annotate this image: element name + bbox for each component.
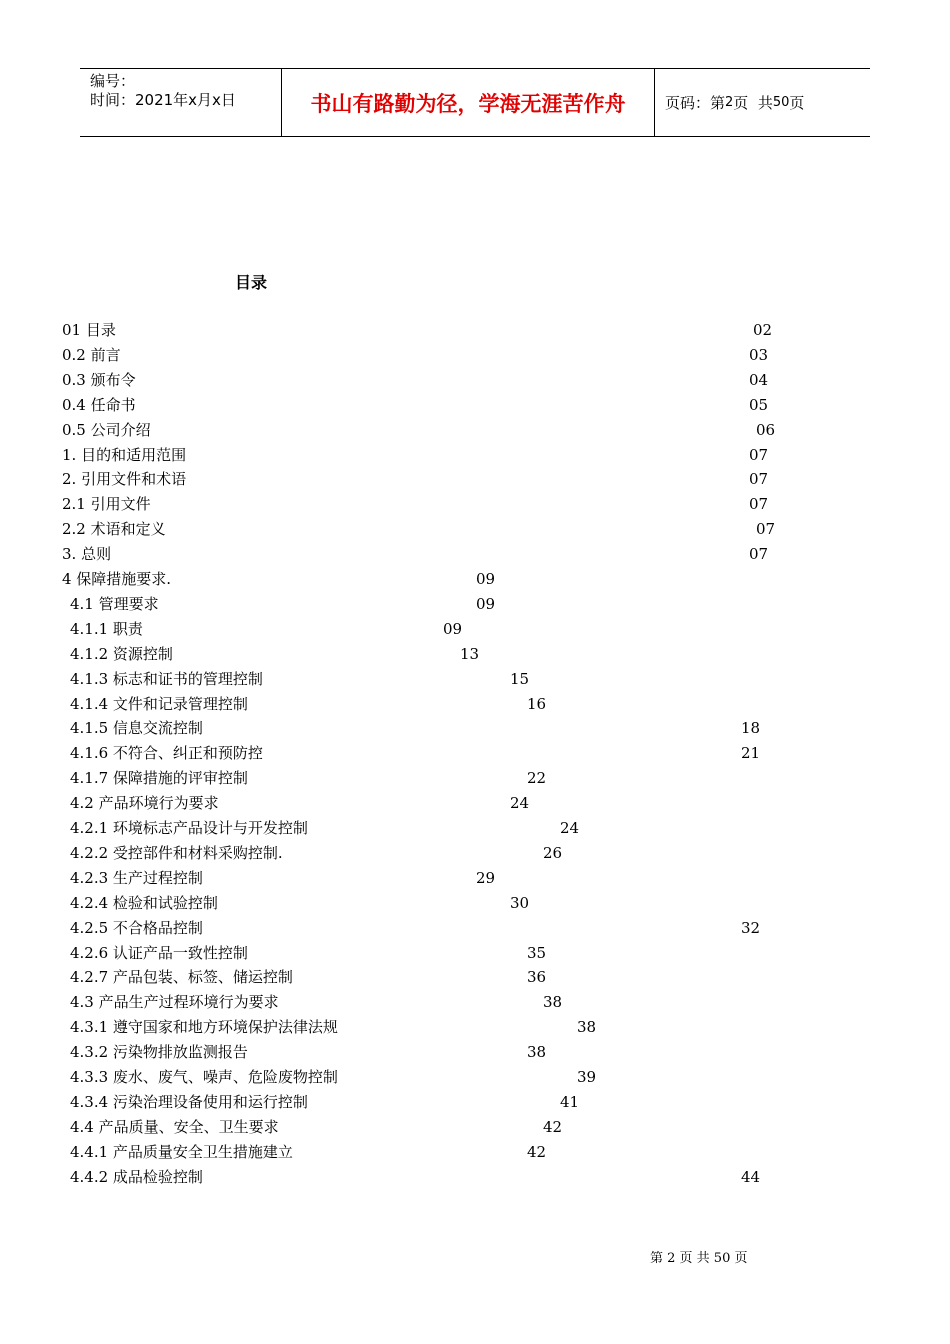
- toc-item-label: 2.1 引用文件: [62, 495, 151, 514]
- toc-item-label: 4.1.2 资源控制: [70, 644, 173, 663]
- toc-item-page: 07: [749, 470, 769, 489]
- toc-item-page: 04: [749, 370, 769, 389]
- toc-item-label: 0.2 前言: [62, 345, 121, 364]
- toc-item-page: 29: [476, 868, 496, 887]
- toc-item-label: 4.1 管理要求: [70, 594, 159, 613]
- toc-item-page: 26: [543, 843, 563, 862]
- toc-item-page: 18: [741, 719, 761, 738]
- toc-item-page: 32: [741, 918, 761, 937]
- toc-item-label: 4.1.5 信息交流控制: [70, 719, 203, 738]
- toc-item-label: 4.4 产品质量、安全、卫生要求: [70, 1117, 279, 1136]
- toc-item-page: 30: [510, 893, 530, 912]
- toc-item-page: 22: [527, 769, 547, 788]
- toc-item-page: 24: [510, 794, 530, 813]
- toc-item-label: 4.1.6 不符合、纠正和预防控: [70, 744, 263, 763]
- toc-item-label: 0.3 颁布令: [62, 370, 136, 389]
- toc-item-page: 07: [749, 545, 769, 564]
- toc-item-page: 21: [741, 744, 761, 763]
- toc-item-page: 07: [756, 520, 776, 539]
- toc-item-page: 09: [476, 570, 496, 588]
- toc-item-label: 4.2.6 认证产品一致性控制: [70, 943, 248, 962]
- toc-item-label: 4.2.7 产品包装、标签、储运控制: [70, 968, 293, 987]
- toc-item-page: 09: [443, 619, 463, 638]
- toc-item-label: 4.2.3 生产过程控制: [70, 868, 203, 887]
- header-info-cell: [80, 69, 282, 136]
- toc-item-label: 4.3.3 废水、废气、噪声、危险废物控制: [70, 1068, 338, 1086]
- toc-item-label: 2.2 术语和定义: [62, 520, 166, 539]
- toc-item-page: 38: [543, 993, 563, 1012]
- toc-item-label: 4.2.2 受控部件和材料采购控制.: [70, 843, 283, 862]
- toc-item-page: 39: [577, 1068, 597, 1086]
- toc-item-page: 07: [749, 495, 769, 514]
- page-header: [80, 68, 870, 137]
- toc-item-label: 4.2.4 检验和试验控制: [70, 893, 218, 912]
- header-motto: 书山有路勤为径，学海无涯苦作舟: [282, 69, 655, 136]
- toc-item-page: 02: [753, 321, 773, 339]
- toc-item-page: 13: [460, 644, 480, 663]
- toc-item-label: 4.4.2 成品检验控制: [70, 1167, 203, 1186]
- number-label: 编号：: [90, 72, 136, 90]
- toc-item-page: 05: [749, 395, 769, 414]
- toc-item-label: 4.3.4 污染治理设备使用和运行控制: [70, 1092, 308, 1111]
- toc-item-label: 4.3 产品生产过程环境行为要求: [70, 993, 279, 1012]
- toc-item-page: 03: [749, 345, 769, 364]
- toc-item-label: 01 目录: [62, 321, 116, 339]
- toc-item-page: 38: [577, 1018, 597, 1037]
- toc-item-label: 3. 总则: [62, 545, 112, 564]
- toc-item-page: 41: [560, 1092, 580, 1111]
- toc-item-page: 06: [756, 420, 776, 439]
- toc-item-page: 24: [560, 819, 580, 837]
- toc-item-label: 4.4.1 产品质量安全卫生措施建立: [70, 1142, 293, 1161]
- page-current: 2: [725, 95, 734, 110]
- toc-title: 目录: [235, 273, 268, 292]
- toc-item-label: 4.2.5 不合格品控制: [70, 918, 203, 937]
- toc-item-page: 36: [527, 968, 547, 987]
- page-mid: 页 共: [733, 94, 773, 112]
- toc-item-page: 09: [476, 594, 496, 613]
- toc-item-label: 4.3.1 遵守国家和地方环境保护法律法规: [70, 1018, 338, 1037]
- page-prefix: 页码：第: [665, 94, 726, 112]
- toc-item-page: 38: [527, 1043, 547, 1062]
- toc-item-label: 4 保障措施要求.: [62, 570, 172, 588]
- toc-item-label: 4.1.4 文件和记录管理控制: [70, 694, 248, 713]
- toc-item-page: 35: [527, 943, 547, 962]
- toc-item-label: 2. 引用文件和术语: [62, 470, 187, 489]
- toc-item-page: 44: [741, 1167, 761, 1186]
- toc-item-label: 4.1.7 保障措施的评审控制: [70, 769, 248, 788]
- header-page-info: [665, 69, 804, 136]
- toc-item-page: 42: [527, 1142, 547, 1161]
- toc-item-page: 15: [510, 669, 530, 688]
- toc-item-label: 4.3.2 污染物排放监测报告: [70, 1043, 248, 1062]
- toc-item-page: 42: [543, 1117, 563, 1136]
- toc-item-page: 07: [749, 445, 769, 464]
- toc-item-label: 1. 目的和适用范围: [62, 445, 187, 464]
- toc-item-label: 4.2.1 环境标志产品设计与开发控制: [70, 819, 308, 837]
- page-footer: 第 2 页 共 50 页: [650, 1251, 748, 1266]
- toc-item-label: 4.2 产品环境行为要求: [70, 794, 219, 813]
- toc-item-label: 4.1.3 标志和证书的管理控制: [70, 669, 263, 688]
- page-total: 50: [772, 95, 790, 110]
- toc-item-label: 4.1.1 职责: [70, 619, 143, 638]
- page-suffix: 页: [789, 94, 805, 112]
- date-label: 时间：2021年x月x日: [90, 91, 236, 109]
- toc-item-page: 16: [527, 694, 547, 713]
- toc-item-label: 0.5 公司介绍: [62, 420, 151, 439]
- toc-item-label: 0.4 任命书: [62, 395, 136, 414]
